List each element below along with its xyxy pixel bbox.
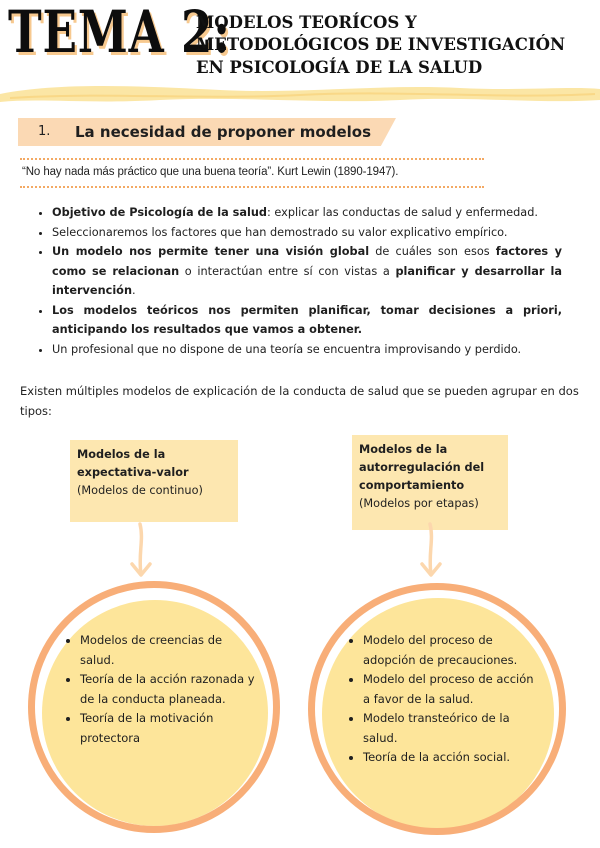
right-model-box xyxy=(352,435,508,530)
section-number: 1. xyxy=(38,124,51,139)
intro-paragraph: Existen múltiples modelos de explicación de la conducta de salud que se pueden agrupar en dos tipos: xyxy=(20,384,579,418)
brush-stroke-divider xyxy=(0,80,600,106)
list-item: • Modelo transteórico de la salud. xyxy=(363,709,539,748)
dotted-divider-bottom xyxy=(20,186,484,188)
tema-label: TEMA 2: xyxy=(8,0,231,66)
title-line-3: EN PSICOLOGÍA DE LA SALUD xyxy=(196,58,483,77)
right-model-title: Modelos de la autorregulación del comportamiento xyxy=(359,443,485,492)
arrow-down-icon xyxy=(418,522,444,578)
bullet-list xyxy=(34,203,562,359)
list-item: • Objetivo de Psicología de la salud: explicar las conductas de salud y enfermedad. xyxy=(52,203,562,223)
list-item: • Teoría de la acción social. xyxy=(363,748,539,768)
list-item: • Los modelos teóricos nos permiten planificar, tomar decisiones a priori, anticipando los resultados que vamos a obtener. xyxy=(52,301,562,340)
right-model-list xyxy=(347,631,539,768)
list-item: • Modelo del proceso de acción a favor de la salud. xyxy=(363,670,539,709)
list-item: • Modelos de creencias de salud. xyxy=(80,631,256,670)
left-model-list xyxy=(64,631,256,748)
list-item: • Teoría de la motivación protectora xyxy=(80,709,256,748)
left-model-box xyxy=(70,440,238,522)
section-title: La necesidad de proponer modelos xyxy=(75,123,372,141)
quote: “No hay nada más práctico que una buena teoría”. Kurt Lewin (1890-1947). xyxy=(22,166,399,178)
left-model-title: Modelos de la expectativa-valor xyxy=(77,448,189,479)
right-model-subtitle: (Modelos por etapas) xyxy=(359,497,479,510)
dotted-divider-top xyxy=(20,158,484,160)
title-line-1: MODELOS TEORÍCOS Y xyxy=(196,13,417,32)
list-item: • Un modelo nos permite tener una visión global de cuáles son esos factores y como se relacionan o interactúan entre sí con vistas a planificar y desarrollar la intervención. xyxy=(52,242,562,301)
list-item: • Modelo del proceso de adopción de precauciones. xyxy=(363,631,539,670)
list-item: • Teoría de la acción razonada y de la conducta planeada. xyxy=(80,670,256,709)
title-line-2: METODOLÓGICOS DE INVESTIGACIÓN xyxy=(196,35,566,54)
list-item: • Seleccionaremos los factores que han demostrado su valor explicativo empírico. xyxy=(52,223,562,243)
list-item: • Un profesional que no dispone de una teoría se encuentra improvisando y perdido. xyxy=(52,340,562,360)
arrow-down-icon xyxy=(128,522,154,578)
left-model-subtitle: (Modelos de continuo) xyxy=(77,484,203,497)
